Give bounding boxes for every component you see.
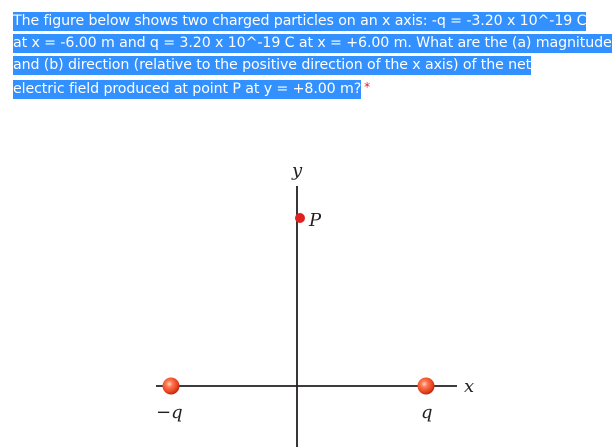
charge-positive [418, 378, 435, 395]
point-p-label: P [309, 210, 322, 231]
question-line-2: at x = -6.00 m and q = 3.20 x 10^-19 C at x = +6.00 m. What are the (a) magnitude [13, 35, 612, 51]
required-asterisk: * [364, 80, 371, 94]
x-axis-label: x [464, 376, 475, 397]
charge-negative-label: −q [156, 402, 183, 423]
y-axis-label: y [292, 160, 303, 181]
point-p-marker [295, 213, 305, 223]
question-line-4: electric field produced at point P at y = +8.00 m? * [13, 80, 371, 97]
charge-negative [163, 378, 180, 395]
charge-positive-label: q [421, 402, 433, 423]
question-line-3: and (b) direction (relative to the positive direction of the x axis) of the net [13, 57, 532, 73]
question-line-1: The figure below shows two charged particles on an x axis: -q = -3.20 x 10^-19 C [13, 13, 587, 29]
